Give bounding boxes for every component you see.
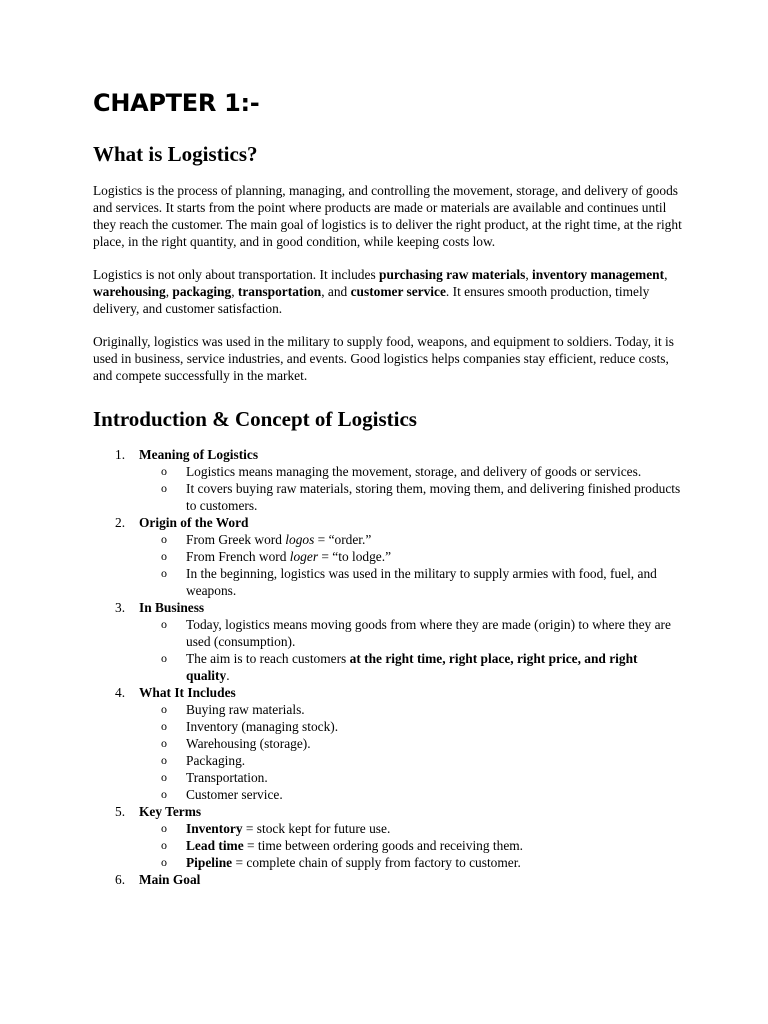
sub-item-text-end: . (226, 668, 230, 683)
document-page (93, 88, 683, 888)
bullet-icon: o (161, 855, 167, 869)
sub-list (139, 820, 683, 871)
sub-item-text: From Greek word (186, 532, 286, 547)
key-term-definition: = time between ordering goods and receiving them. (243, 838, 524, 853)
bullet-icon: o (161, 532, 167, 546)
sub-item-text: Packaging. (186, 753, 246, 768)
numbered-list (93, 446, 683, 888)
bullet-icon: o (161, 753, 167, 767)
sub-list-item (139, 786, 683, 803)
sub-item-text: In the beginning, logistics was used in the military to supply armies with food, fuel, and weapons. (186, 566, 657, 598)
list-item-title: Meaning of Logistics (139, 447, 259, 462)
key-term-definition: = complete chain of supply from factory to customer. (232, 855, 521, 870)
list-item (93, 871, 683, 888)
separator: , and (321, 284, 351, 299)
separator: , (664, 267, 668, 282)
sub-list (139, 531, 683, 599)
sub-list-item (139, 565, 683, 599)
sub-item-text: The aim is to reach customers (186, 651, 350, 666)
sub-item-text-end: = “to lodge.” (318, 549, 392, 564)
bold-term-inventory-management: inventory management (532, 267, 665, 282)
sub-item-text: Inventory (managing stock). (186, 719, 339, 734)
italic-word: logos (285, 532, 315, 547)
list-item-title: What It Includes (139, 685, 236, 700)
bullet-icon: o (161, 481, 167, 495)
list-item-title: In Business (139, 600, 205, 615)
sub-list-item (139, 769, 683, 786)
key-term: Lead time (186, 838, 244, 853)
sub-item-text: Transportation. (186, 770, 268, 785)
sub-item-text: It covers buying raw materials, storing them, moving them, and delivering finished products to customers. (186, 481, 681, 513)
sub-list-item (139, 854, 683, 871)
separator: , (165, 284, 173, 299)
bold-phrase: at the right time, right place, right price, and right quality (186, 651, 638, 683)
bullet-icon: o (161, 617, 167, 631)
list-item-title: Main Goal (139, 872, 201, 887)
paragraph-definition: Logistics is the process of planning, managing, and controlling the movement, storage, and delivery of goods and services. It starts from the point where products are made or materials are available and continues until they reach the customer. The main goal of logistics is to deliver the right product, at the right time, at the right place, in the right quantity, and in good condition, while keeping costs low. (93, 183, 682, 249)
sub-list-item (139, 463, 683, 480)
sub-list-item (139, 616, 683, 650)
list-item (93, 599, 683, 684)
sub-item-text: Logistics means managing the movement, storage, and delivery of goods or services. (186, 464, 642, 479)
paragraph-scope (93, 266, 683, 317)
list-number: 2. (115, 515, 126, 530)
sub-list-item (139, 548, 683, 565)
sub-list-item (139, 531, 683, 548)
bullet-icon: o (161, 566, 167, 580)
key-term-definition: = stock kept for future use. (242, 821, 391, 836)
sub-list (139, 616, 683, 684)
list-number: 3. (115, 600, 126, 615)
bullet-icon: o (161, 838, 167, 852)
bullet-icon: o (161, 736, 167, 750)
bold-term-purchasing: purchasing raw materials (379, 267, 526, 282)
bullet-icon: o (161, 787, 167, 801)
list-item (93, 514, 683, 599)
list-number: 5. (115, 804, 126, 819)
bold-term-packaging: packaging (172, 284, 232, 299)
sub-list-item (139, 735, 683, 752)
sub-item-text-end: = “order.” (314, 532, 372, 547)
paragraph-scope-tail: . It ensures smooth production, timely delivery, and customer satisfaction. (93, 284, 650, 316)
bullet-icon: o (161, 549, 167, 563)
bullet-icon: o (161, 719, 167, 733)
bold-term-warehousing: warehousing (93, 284, 166, 299)
sub-item-text: Buying raw materials. (186, 702, 305, 717)
list-item-title: Origin of the Word (139, 515, 249, 530)
list-item (93, 684, 683, 803)
list-number: 1. (115, 447, 126, 462)
sub-item-text: Customer service. (186, 787, 283, 802)
sub-list-item (139, 820, 683, 837)
sub-list (139, 701, 683, 803)
bullet-icon: o (161, 702, 167, 716)
italic-word: loger (289, 549, 319, 564)
sub-list-item (139, 480, 683, 514)
sub-item-text: Warehousing (storage). (186, 736, 311, 751)
paragraph-history: Originally, logistics was used in the military to supply food, weapons, and equipment to soldiers. Today, it is used in business, service industries, and events. Good logistics helps companies stay efficient, reduce costs, and compete successfully in the market. (93, 334, 674, 383)
bold-term-customer-service: customer service (350, 284, 446, 299)
sub-list-item (139, 701, 683, 718)
list-number: 4. (115, 685, 126, 700)
sub-list-item (139, 837, 683, 854)
key-term: Inventory (186, 821, 243, 836)
bullet-icon: o (161, 464, 167, 478)
separator: , (525, 267, 533, 282)
bold-term-transportation: transportation (237, 284, 322, 299)
separator: , (231, 284, 238, 299)
sub-list (139, 463, 683, 514)
sub-item-text: Today, logistics means moving goods from where they are made (origin) to where they are used (consumption). (186, 617, 671, 649)
paragraph-scope-text: Logistics is not only about transportation. It includes (93, 267, 380, 282)
list-item-title: Key Terms (139, 804, 202, 819)
sub-list-item (139, 718, 683, 735)
key-term: Pipeline (186, 855, 233, 870)
chapter-title: CHAPTER 1:- (93, 89, 260, 117)
bullet-icon: o (161, 651, 167, 665)
sub-item-text: From French word (186, 549, 290, 564)
list-item (93, 446, 683, 514)
section-heading-introduction: Introduction & Concept of Logistics (93, 407, 417, 431)
bullet-icon: o (161, 821, 167, 835)
sub-list-item (139, 752, 683, 769)
bullet-icon: o (161, 770, 167, 784)
section-heading-what-is-logistics: What is Logistics? (93, 142, 258, 166)
list-item (93, 803, 683, 871)
sub-list-item (139, 650, 683, 684)
list-number: 6. (115, 872, 126, 887)
